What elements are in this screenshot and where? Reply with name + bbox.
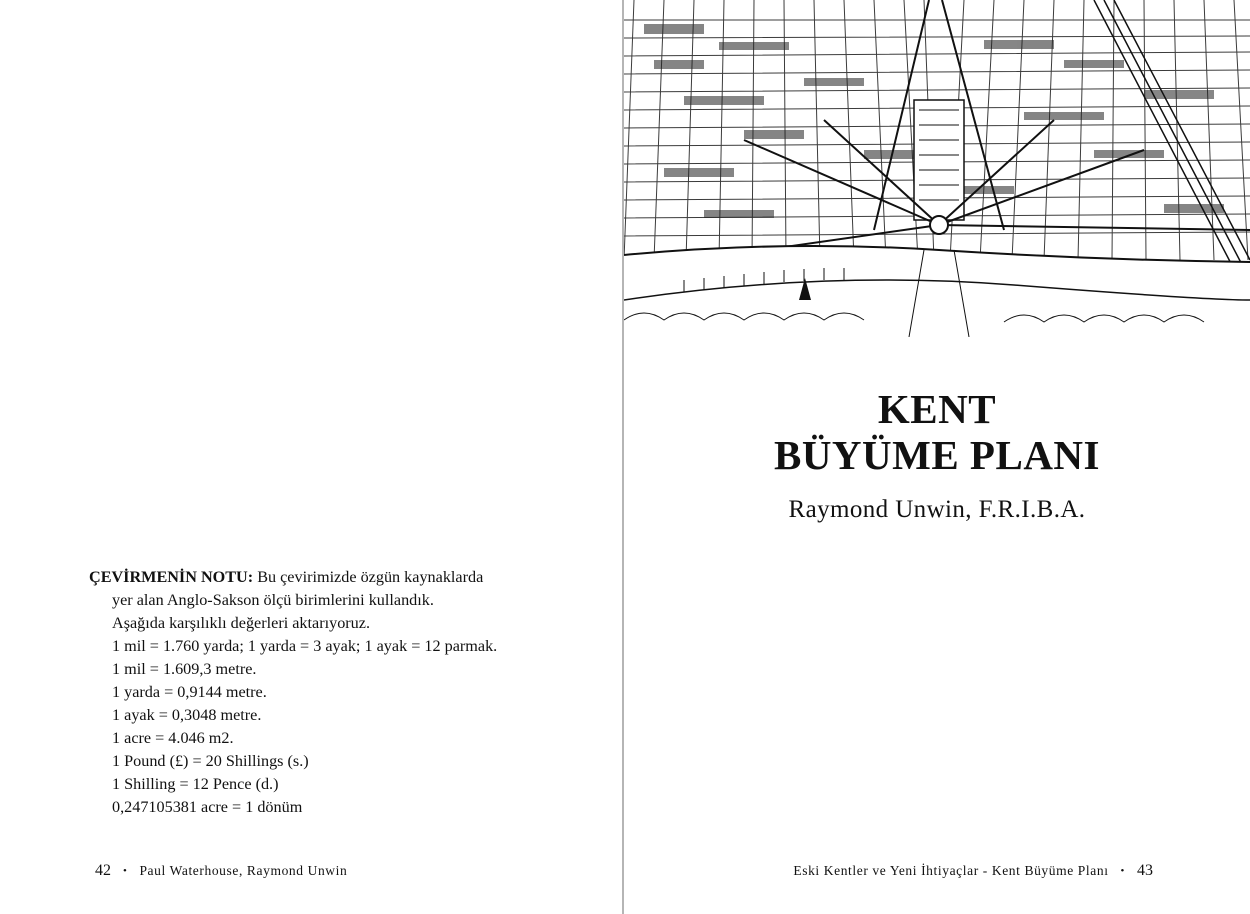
note-heading: ÇEVİRMENİN NOTU: (89, 568, 254, 586)
title-line-2: BÜYÜME PLANI (773, 432, 1101, 478)
note-line: yer alan Anglo-Sakson ölçü birimlerini kullandık. (112, 591, 434, 609)
note-first-line (89, 566, 589, 589)
note-line: Aşağıda karşılıklı değerleri aktarıyoruz. (112, 614, 371, 632)
left-page (0, 0, 622, 914)
page-number-left: 42 (95, 862, 111, 879)
note-line: 1 acre = 4.046 m2. (112, 729, 234, 747)
note-line: 1 ayak = 0,3048 metre. (112, 706, 262, 724)
title-line-1: KENT (877, 386, 997, 432)
note-line: 0,247105381 acre = 1 dönüm (112, 798, 303, 816)
note-intro: Bu çevirimizde özgün kaynaklarda (257, 568, 484, 586)
note-line: 1 Shilling = 12 Pence (d.) (112, 775, 279, 793)
left-footer (95, 862, 347, 880)
translator-note (89, 566, 589, 819)
note-line: 1 yarda = 0,9144 metre. (112, 683, 267, 701)
right-footer (793, 862, 1153, 880)
right-page (624, 0, 1250, 914)
book-title (624, 386, 1250, 478)
note-line: 1 Pound (£) = 20 Shillings (s.) (112, 752, 309, 770)
page-number-right: 43 (1137, 862, 1153, 879)
footer-bullet: • (123, 865, 128, 877)
city-plan-illustration (624, 0, 1250, 337)
footer-bullet: • (1120, 865, 1125, 877)
running-head-right: Eski Kentler ve Yeni İhtiyaçlar - Kent Büyüme Planı (793, 863, 1109, 878)
note-line: 1 mil = 1.609,3 metre. (112, 660, 257, 678)
note-line: 1 mil = 1.760 yarda; 1 yarda = 3 ayak; 1 ayak = 12 parmak. (112, 637, 498, 655)
running-head-left: Paul Waterhouse, Raymond Unwin (139, 863, 348, 878)
author-name: Raymond Unwin, F.R.I.B.A. (788, 496, 1086, 523)
